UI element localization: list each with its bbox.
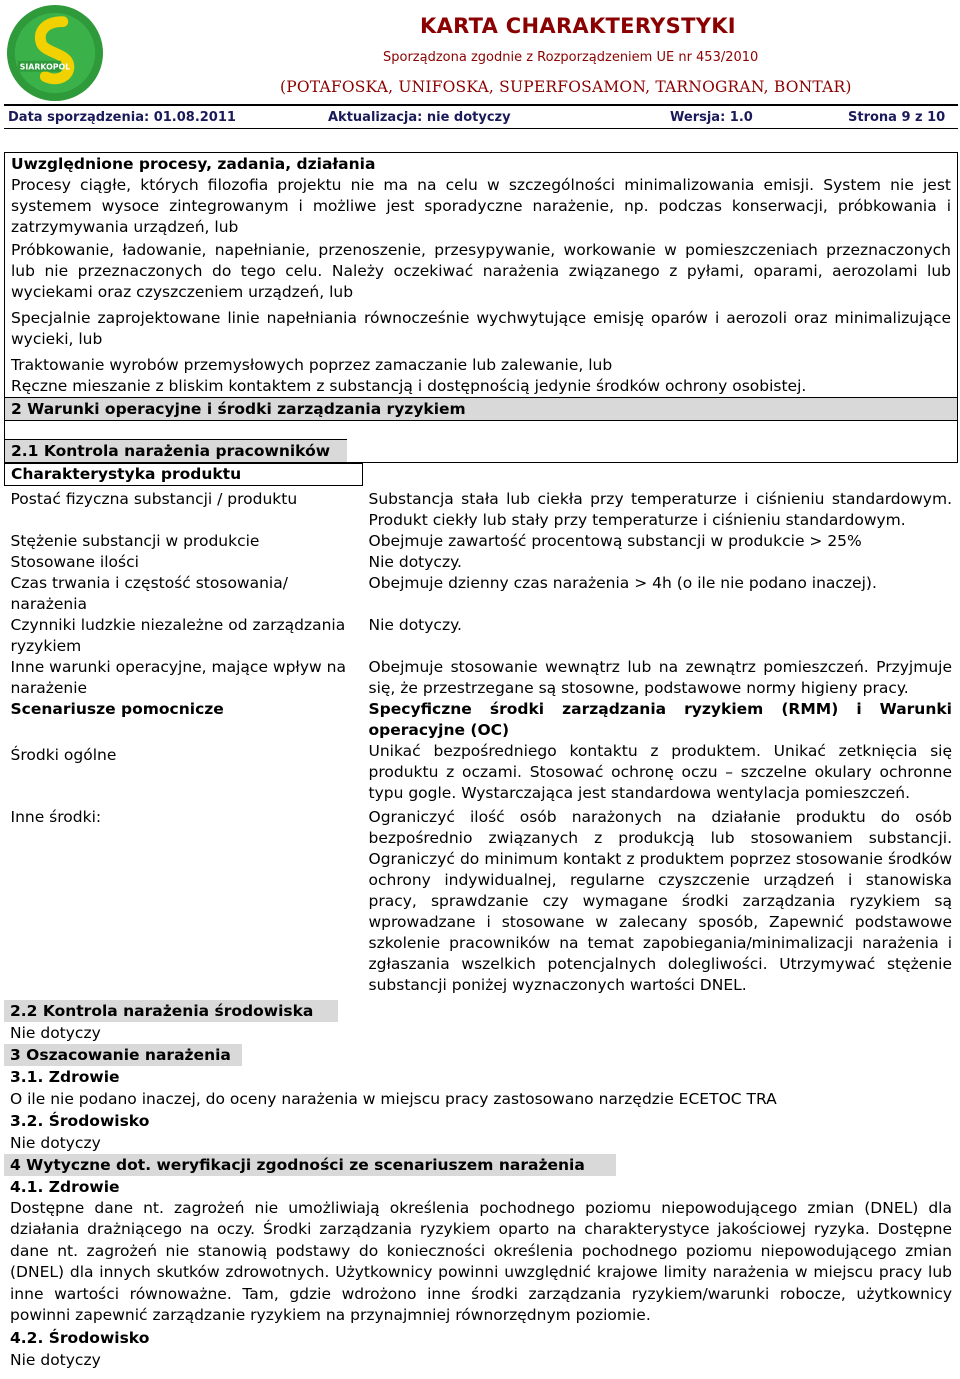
- section-4-1-heading: 4.1. Zdrowie: [10, 1177, 120, 1196]
- row-label: Stężenie substancji w produkcie: [10, 531, 260, 550]
- product-characteristics-heading: Charakterystyka produktu: [5, 464, 363, 486]
- document-header: [0, 0, 960, 130]
- section-3-heading: 3 Oszacowanie narażenia: [4, 1044, 242, 1066]
- other-measures-label: Inne środki:: [10, 807, 102, 826]
- row-label: Czynniki ludzkie niezależne od zarządzania ryzykiem: [10, 615, 346, 655]
- row-value: Obejmuje stosowanie wewnątrz lub na zewnątrz pomieszczeń. Przyjmuje się, że przestrzegane są stosowne, podstawowe normy higieny pracy.: [368, 657, 952, 697]
- process-paragraph: Ręczne mieszanie z bliskim kontaktem z substancją i dostępnością jedynie środków ochrony osobistej.: [11, 377, 807, 395]
- empty-cell: [363, 464, 959, 486]
- meta-divider: [4, 128, 958, 129]
- scenarios-label: Scenariusze pomocnicze: [10, 699, 224, 718]
- header-divider: [4, 104, 958, 106]
- row-label: Czas trwania i częstość stosowania/ narażenia: [10, 573, 288, 613]
- siarkopol-logo: [6, 4, 104, 102]
- section-4-2-heading: 4.2. Środowisko: [10, 1328, 150, 1347]
- document-body: [4, 152, 958, 1371]
- regulation-subtitle: Sporządzona zgodnie z Rozporządzeniem UE nr 453/2010: [383, 50, 759, 65]
- row-value: Obejmuje zawartość procentową substancji w produkcie > 25%: [368, 531, 862, 550]
- processes-box: [4, 152, 958, 463]
- processes-heading: Uwzględnione procesy, zadania, działania: [11, 155, 376, 173]
- section-2-heading: 2 Warunki operacyjne i środki zarządzania ryzykiem: [5, 397, 957, 420]
- document-meta: [8, 110, 952, 126]
- svg-text:SIARKOPOL: SIARKOPOL: [19, 62, 71, 72]
- section-4-2-text: Nie dotyczy: [10, 1350, 101, 1369]
- section-2-2-text: Nie dotyczy: [10, 1023, 101, 1042]
- update-status: Aktualizacja: nie dotyczy: [328, 110, 511, 125]
- process-paragraph: Traktowanie wyrobów przemysłowych poprzez zamaczanie lub zalewanie, lub: [11, 356, 613, 374]
- process-paragraph: Próbkowanie, ładowanie, napełnianie, przenoszenie, przesypywanie, workowanie w pomieszczeniach przeznaczonych lub nie przeznaczonych do tego celu. Należy oczekiwać narażenia związanego z pyłami, oparami, aerozolami lub wyciekami oraz czyszczeniem urządzeń, lub: [11, 241, 951, 301]
- section-4-1-text: Dostępne dane nt. zagrożeń nie umożliwiają określenia pochodnego poziomu niepowodującego zmian (DNEL) dla działania drażniącego na oczy. Środki zarządzania ryzykiem oparto na charakterystyce jakościowej ryzyka. Dostępne dane nt. zagrożeń nie stanowią podstawy do konieczności określenia pochodnego poziomu niepowodującego zmian (DNEL) dla innych skutków zdrowotnych. Użytkownicy powinni uwzględnić krajowe limity narażenia w miejscu pracy lub inne wartości równoważne. Tam, gdzie wdrożono inne środki zarządzania ryzykiem/warunki robocze, użytkownicy powinni zapewnić zarządzanie ryzykiem na przynajmniej równorzędnym poziomie.: [10, 1198, 952, 1324]
- page-number: Strona 9 z 10: [848, 110, 946, 125]
- scenarios-value: Specyficzne środki zarządzania ryzykiem (RMM) i Warunki operacyjne (OC): [368, 699, 952, 739]
- worker-exposure-table: [4, 463, 958, 996]
- section-3-1-heading: 3.1. Zdrowie: [10, 1067, 120, 1086]
- row-label: Stosowane ilości: [10, 552, 139, 571]
- lower-sections: [4, 1000, 958, 1371]
- section-3-2-text: Nie dotyczy: [10, 1133, 101, 1152]
- general-measures-label: Środki ogólne: [10, 745, 117, 764]
- row-value: Substancja stała lub ciekła przy temperaturze i ciśnieniu standardowym. Produkt ciekły lub stały przy temperaturze i ciśnieniu standardowym.: [368, 489, 952, 529]
- date-created: Data sporządzenia: 01.08.2011: [8, 110, 236, 125]
- general-measures-value: Unikać bezpośredniego kontaktu z produktem. Unikać zetknięcia się produktu z oczami. Stosować ochronę oczu – szczelne okulary ochronne typu gogle. Wystarczająca jest standardowa wentylacja pomieszczeń.: [368, 741, 952, 802]
- process-paragraph: Procesy ciągłe, których filozofia projektu nie ma na celu w szczególności minimalizowania emisji. System nie jest systemem wysoce zintegrowanym i możliwe jest sporadyczne narażenie, np. podczas konserwacji, próbkowania i zatrzymywania urządzeń, lub: [11, 176, 951, 236]
- section-2-2-heading: 2.2 Kontrola narażenia środowiska: [4, 1000, 338, 1022]
- section-2-1-heading: 2.1 Kontrola narażenia pracowników: [5, 439, 347, 462]
- version: Wersja: 1.0: [670, 110, 753, 125]
- row-label: Postać fizyczna substancji / produktu: [10, 490, 298, 508]
- other-measures-value: Ograniczyć ilość osób narażonych na działanie produktu do osób bezpośrednio związanych z produkcją lub stosowaniem substancji. Ograniczyć do minimum kontakt z produktem poprzez stosowanie środków ochrony indywidualnej, regularne czyszczenie urządzeń i stanowiska pracy, sprawdzanie czy wymagane środki zarządzania ryzykiem są wprowadzane i stosowane w zalecany sposób, Zapewnić podstawowe szkolenie pracowników na temat zapobiegania/minimalizacji narażenia i zgłaszania wszelkich potencjalnych dolegliwości. Utrzymywać stężenie substancji poniżej wyznaczonych wartości DNEL.: [368, 807, 952, 994]
- row-label: Inne warunki operacyjne, mające wpływ na narażenie: [10, 657, 346, 697]
- process-paragraph: Specjalnie zaprojektowane linie napełniania równocześnie wychwytujące emisję oparów i aerozoli oraz minimalizujące wycieki, lub: [11, 309, 951, 348]
- section-3-2-heading: 3.2. Środowisko: [10, 1111, 150, 1130]
- spacer: [5, 420, 957, 439]
- product-list: (POTAFOSKA, UNIFOSKA, SUPERFOSAMON, TARNOGRAN, BONTAR): [280, 78, 852, 96]
- section-3-1-text: O ile nie podano inaczej, do oceny narażenia w miejscu pracy zastosowano narzędzie ECETOC TRA: [10, 1089, 777, 1108]
- row-value: Nie dotyczy.: [368, 552, 462, 571]
- document-title: KARTA CHARAKTERYSTYKI: [420, 14, 736, 38]
- section-4-heading: 4 Wytyczne dot. weryfikacji zgodności ze scenariuszem narażenia: [4, 1154, 616, 1176]
- row-value: Obejmuje dzienny czas narażenia > 4h (o ile nie podano inaczej).: [368, 573, 877, 592]
- row-value: Nie dotyczy.: [368, 615, 462, 634]
